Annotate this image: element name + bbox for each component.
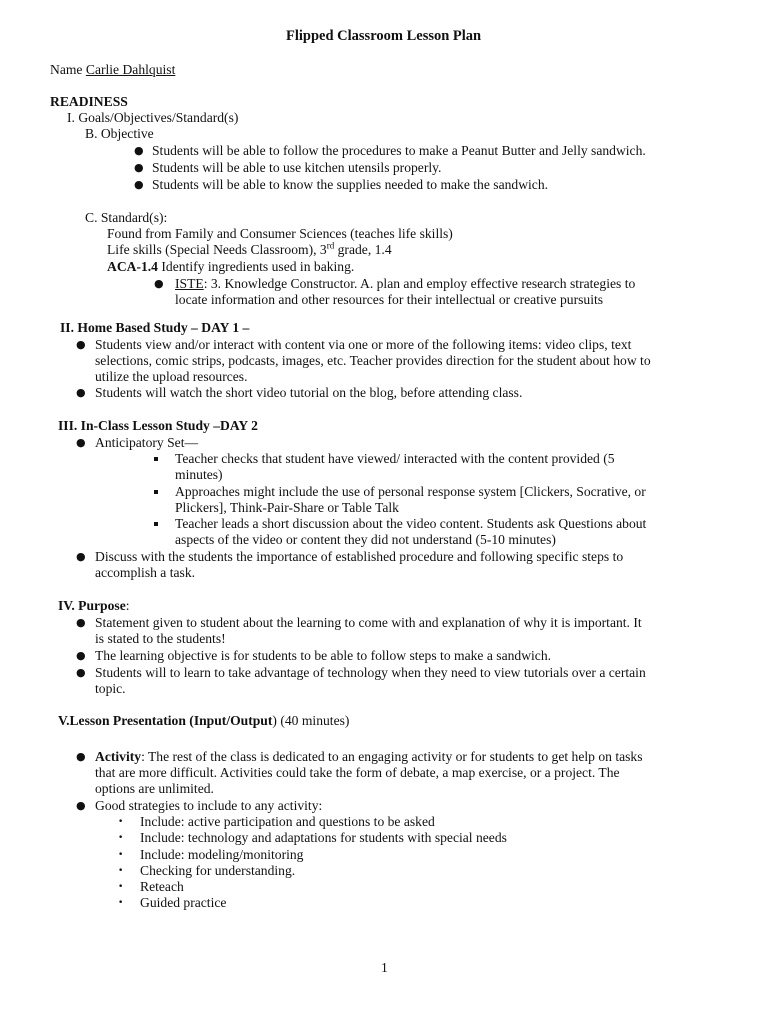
aca-line bbox=[107, 259, 354, 275]
bullet-icon: ● bbox=[134, 144, 144, 157]
bullet-icon: ● bbox=[76, 666, 86, 679]
iste-label: ISTE bbox=[175, 276, 204, 291]
paragraph-line: Discuss with the students the importance of established procedure and following specific steps to bbox=[95, 549, 624, 564]
bullet-icon: ● bbox=[76, 436, 86, 449]
iste-text: : 3. Knowledge Constructor. A. plan and employ effective research strategies to bbox=[203, 276, 636, 291]
paragraph-line: Students will to learn to take advantage of technology when they need to view tutorials over a certain bbox=[95, 665, 646, 680]
section-heading-text: V.Lesson Presentation (Input/Output bbox=[58, 713, 273, 728]
paragraph-line: Students view and/or interact with content via one or more of the following items: video clips, text bbox=[95, 337, 632, 352]
aca-code: ACA-1.4 bbox=[107, 259, 158, 274]
activity-text: : The rest of the class is dedicated to an engaging activity or for students to get help on tasks bbox=[141, 749, 643, 764]
bullet-icon: ● bbox=[76, 649, 86, 662]
objective-item: Students will be able to know the supplies needed to make the sandwich. bbox=[152, 177, 549, 192]
square-bullet-icon bbox=[154, 490, 158, 494]
standards-text: Life skills (Special Needs Classroom), 3 bbox=[107, 242, 327, 257]
paragraph-line: Plickers], Think-Pair-Share or Table Talk bbox=[175, 500, 399, 515]
paragraph-line: Anticipatory Set— bbox=[95, 435, 199, 450]
paragraph-line: Approaches might include the use of personal response system [Clickers, Socrative, or bbox=[175, 484, 646, 499]
paragraph-line: selections, comic strips, podcasts, images, etc. Teacher provides direction for the student about how to bbox=[95, 353, 651, 368]
goals-heading: I. Goals/Objectives/Standard(s) bbox=[67, 110, 239, 125]
bullet-icon: ● bbox=[76, 750, 86, 763]
strategy-item: Guided practice bbox=[140, 895, 227, 910]
iste-line bbox=[175, 276, 635, 292]
paragraph-line: that are more difficult. Activities could take the form of debate, a map exercise, or a project. The bbox=[95, 765, 620, 780]
section-heading: III. In-Class Lesson Study –DAY 2 bbox=[58, 418, 258, 433]
paragraph-line: Teacher leads a short discussion about the video content. Students ask Questions about bbox=[175, 516, 647, 531]
bullet-icon: ● bbox=[134, 178, 144, 191]
paragraph-line: minutes) bbox=[175, 467, 223, 482]
paragraph-line: options are unlimited. bbox=[95, 781, 214, 796]
standards-heading: C. Standard(s): bbox=[85, 210, 168, 225]
strategy-item: Include: technology and adaptations for students with special needs bbox=[140, 830, 507, 845]
aca-text: Identify ingredients used in baking. bbox=[157, 259, 355, 274]
bullet-icon: • bbox=[118, 833, 124, 843]
strategy-item: Checking for understanding. bbox=[140, 863, 296, 878]
paragraph-line: Good strategies to include to any activity: bbox=[95, 798, 323, 813]
name-label: Name bbox=[50, 62, 83, 77]
bullet-icon: • bbox=[118, 866, 124, 876]
standards-line bbox=[107, 242, 392, 258]
superscript: rd bbox=[326, 240, 335, 251]
objective-item: Students will be able to use kitchen utensils properly. bbox=[152, 160, 442, 175]
readiness-heading: READINESS bbox=[50, 94, 128, 109]
strategy-item: Include: active participation and questions to be asked bbox=[140, 814, 435, 829]
name-line bbox=[50, 62, 175, 78]
paragraph-line: Students will watch the short video tutorial on the blog, before attending class. bbox=[95, 385, 523, 400]
bullet-icon: • bbox=[118, 882, 124, 892]
standards-line: Found from Family and Consumer Sciences (teaches life skills) bbox=[107, 226, 453, 241]
bullet-icon: ● bbox=[154, 277, 164, 290]
page-number: 1 bbox=[381, 960, 388, 975]
bullet-icon: ● bbox=[76, 550, 86, 563]
paragraph-line: aspects of the video or content they did not understand (5-10 minutes) bbox=[175, 532, 556, 547]
name-value: Carlie Dahlquist bbox=[85, 62, 176, 77]
bullet-icon: ● bbox=[76, 386, 86, 399]
strategy-item: Reteach bbox=[140, 879, 184, 894]
section-heading bbox=[58, 598, 130, 614]
bullet-icon: ● bbox=[134, 161, 144, 174]
bullet-icon: • bbox=[118, 817, 124, 827]
colon: : bbox=[125, 598, 130, 613]
bullet-icon: • bbox=[118, 898, 124, 908]
strategy-item: Include: modeling/monitoring bbox=[140, 847, 304, 862]
objective-item: Students will be able to follow the procedures to make a Peanut Butter and Jelly sandwich. bbox=[152, 143, 646, 158]
standards-text: grade, 1.4 bbox=[334, 242, 392, 257]
section-heading: II. Home Based Study – DAY 1 – bbox=[60, 320, 250, 335]
duration-text: ) (40 minutes) bbox=[272, 713, 350, 728]
bullet-icon: ● bbox=[76, 338, 86, 351]
bullet-icon: ● bbox=[76, 799, 86, 812]
activity-label: Activity bbox=[95, 749, 142, 764]
square-bullet-icon bbox=[154, 457, 158, 461]
section-heading bbox=[58, 713, 349, 729]
iste-line: locate information and other resources for their intellectual or creative pursuits bbox=[175, 292, 604, 307]
bullet-icon: • bbox=[118, 850, 124, 860]
paragraph-line: is stated to the students! bbox=[95, 631, 226, 646]
paragraph-line bbox=[95, 749, 643, 765]
paragraph-line: topic. bbox=[95, 681, 126, 696]
paragraph-line: The learning objective is for students to be able to follow steps to make a sandwich. bbox=[95, 648, 552, 663]
square-bullet-icon bbox=[154, 522, 158, 526]
objective-heading: B. Objective bbox=[85, 126, 154, 141]
bullet-icon: ● bbox=[76, 616, 86, 629]
paragraph-line: Statement given to student about the learning to come with and explanation of why it is important. It bbox=[95, 615, 642, 630]
section-heading-text: IV. Purpose bbox=[58, 598, 126, 613]
page-title: Flipped Classroom Lesson Plan bbox=[286, 28, 482, 44]
paragraph-line: accomplish a task. bbox=[95, 565, 196, 580]
paragraph-line: utilize the upload resources. bbox=[95, 369, 248, 384]
paragraph-line: Teacher checks that student have viewed/ interacted with the content provided (5 bbox=[175, 451, 615, 466]
